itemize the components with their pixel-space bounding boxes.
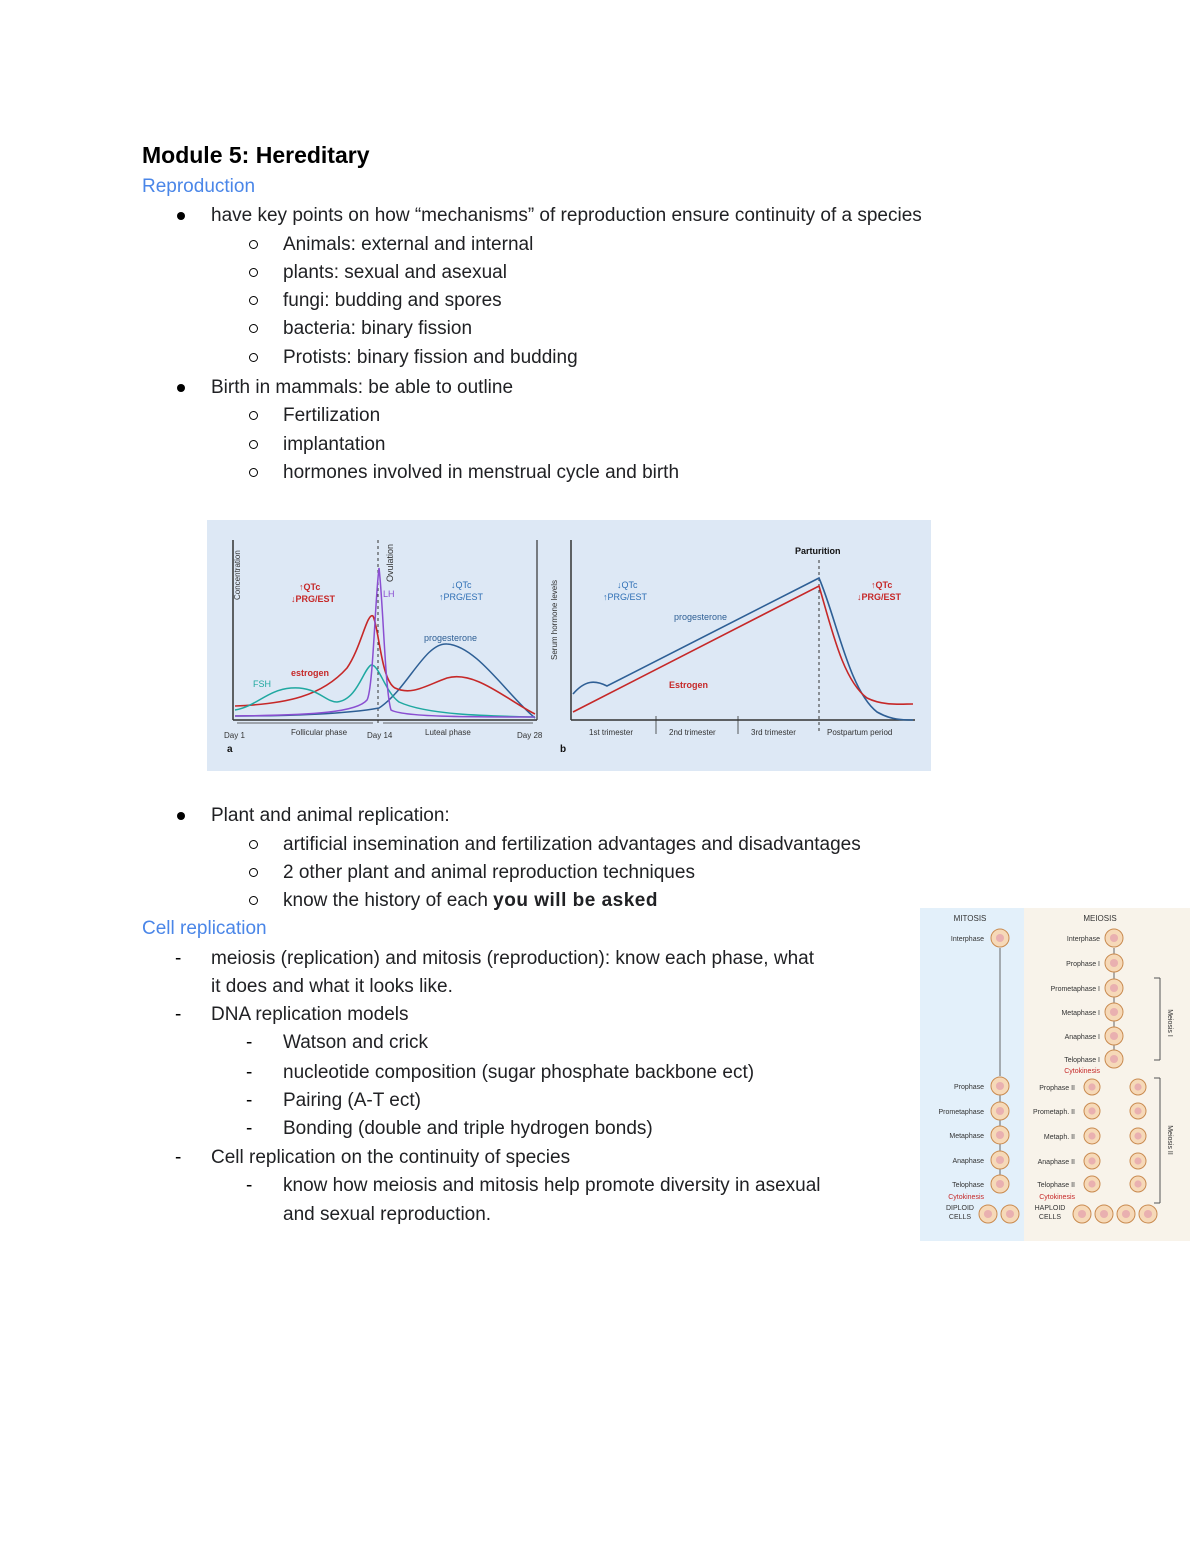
meiosis-result-label: CELLS: [1038, 1214, 1062, 1221]
panel-b-prg1: ↑PRG/EST: [603, 592, 648, 602]
progesterone-label-b: progesterone: [674, 612, 728, 622]
mitosis-cell-nucleus: [996, 1082, 1004, 1090]
bullet-icon: [177, 212, 185, 220]
meiosis1-label: Meiosis I: [1166, 1009, 1173, 1037]
section-heading-reproduction: Reproduction: [142, 176, 256, 197]
mitosis-result-label: DIPLOID: [945, 1205, 975, 1212]
dash-icon: -: [246, 1118, 253, 1139]
sub-item-diversity-line2: and sexual reproduction.: [283, 1204, 492, 1225]
mitosis-stage-label: Anaphase: [952, 1158, 984, 1165]
bullet-icon: [177, 384, 185, 392]
meiosis2-stage-label: Prometaph. II: [1032, 1109, 1075, 1116]
sub-item-implantation: implantation: [283, 434, 386, 455]
sub-bullet-icon: [249, 868, 258, 877]
day28-label: Day 28: [517, 731, 543, 740]
meiosis1-cell-nucleus: [1110, 1008, 1118, 1016]
panel-a-prg2: ↑PRG/EST: [439, 592, 484, 602]
meiosis1-cytokinesis-label: Cytokinesis: [1064, 1068, 1100, 1075]
meiosis1-stage-label: Prophase I: [1066, 961, 1100, 968]
bullet-birth: Birth in mammals: be able to outline: [211, 377, 514, 398]
estrogen-curve-b: [573, 586, 913, 712]
haploid-cell-nucleus: [1144, 1210, 1152, 1218]
sub-bullet-icon: [249, 296, 258, 305]
meiosis2-stage-label: Prophase II: [1039, 1085, 1075, 1092]
mitosis-stage-label: Telophase: [952, 1182, 984, 1189]
meiosis2-cytokinesis-label: Cytokinesis: [1039, 1194, 1075, 1201]
sub-item-plants: plants: sexual and asexual: [283, 262, 507, 283]
trimester-2-label: 2nd trimester: [669, 728, 716, 737]
panel-b-qtc2: ↑QTc: [871, 580, 893, 590]
sub-bullet-icon: [249, 240, 258, 249]
hormone-figure-svg: [207, 520, 931, 771]
meiosis2-cell-nucleus: [1134, 1083, 1141, 1090]
sub-item-insemination: artificial insemination and fertilization advantages and disadvantages: [283, 834, 861, 855]
parturition-label: Parturition: [795, 546, 841, 556]
meiosis2-stage-label: Anaphase II: [1037, 1159, 1075, 1166]
day14-label: Day 14: [367, 731, 393, 740]
mitosis-cytokinesis-label: Cytokinesis: [948, 1194, 984, 1201]
meiosis1-cell-nucleus: [1110, 959, 1118, 967]
meiosis2-cell-nucleus: [1134, 1107, 1141, 1114]
sub-item-bonding: Bonding (double and triple hydrogen bonds): [283, 1118, 653, 1139]
dash-icon: -: [175, 1004, 182, 1025]
meiosis2-cell-nucleus: [1134, 1157, 1141, 1164]
sub-bullet-icon: [249, 324, 258, 333]
estrogen-label-b: Estrogen: [669, 680, 709, 690]
haploid-cell-nucleus: [1122, 1210, 1130, 1218]
bullet-icon: [177, 812, 185, 820]
mitosis-title: MITOSIS: [953, 914, 987, 923]
cell-division-figure: [920, 908, 1190, 1241]
section-heading-cell-replication: Cell replication: [142, 918, 267, 939]
sub-item-fertilization: Fertilization: [283, 405, 381, 426]
dash-icon: -: [246, 1032, 253, 1053]
mitosis-stage-label: Prophase: [954, 1084, 984, 1091]
panel-b: [550, 540, 915, 755]
item-dna-models: DNA replication models: [211, 1004, 409, 1025]
mitosis-cell-nucleus: [996, 1131, 1004, 1139]
bullet-mechanisms: have key points on how “mechanisms” of reproduction ensure continuity of a species: [211, 205, 922, 226]
sub-item-bacteria: bacteria: binary fission: [283, 318, 473, 339]
meiosis1-stage-label: Interphase: [1066, 936, 1100, 943]
mitosis-stage-label: Prometaphase: [938, 1109, 984, 1116]
meiosis2-cell-nucleus: [1088, 1132, 1095, 1139]
sub-item-hormones: hormones involved in menstrual cycle and birth: [283, 462, 680, 483]
meiosis-title: MEIOSIS: [1083, 914, 1117, 923]
item-continuity: Cell replication on the continuity of species: [211, 1147, 571, 1168]
meiosis2-cell-nucleus: [1134, 1132, 1141, 1139]
meiosis1-stage-label: Metaphase I: [1061, 1010, 1100, 1017]
progesterone-label-a: progesterone: [424, 633, 478, 643]
sub-item-fungi: fungi: budding and spores: [283, 290, 502, 311]
sub-item-pairing: Pairing (A-T ect): [283, 1090, 421, 1111]
meiosis2-cell-nucleus: [1088, 1107, 1095, 1114]
meiosis2-cell-nucleus: [1088, 1083, 1095, 1090]
sub-bullet-icon: [249, 411, 258, 420]
dash-icon: -: [246, 1062, 253, 1083]
panel-a-prg1: ↓PRG/EST: [291, 594, 336, 604]
trimester-1-label: 1st trimester: [589, 728, 634, 737]
fsh-label: FSH: [253, 679, 271, 689]
postpartum-label: Postpartum period: [827, 728, 893, 737]
panel-a-qtc1: ↑QTc: [299, 582, 321, 592]
sub-item-nucleotide: nucleotide composition (sugar phosphate backbone ect): [283, 1062, 755, 1083]
cell-division-svg: [920, 908, 1190, 1241]
panel-a-qtc2: ↓QTc: [451, 580, 472, 590]
diploid-cell-nucleus: [984, 1210, 992, 1218]
panel-a-ylabel: Concentration: [233, 550, 242, 600]
luteal-label: Luteal phase: [425, 728, 471, 737]
panel-b-qtc1: ↓QTc: [617, 580, 638, 590]
sub-item-diversity-line1: know how meiosis and mitosis help promote diversity in asexual: [283, 1175, 821, 1196]
panel-a: [224, 540, 543, 755]
dash-icon: -: [246, 1175, 253, 1196]
panel-a-letter: a: [227, 744, 233, 755]
sub-bullet-icon: [249, 840, 258, 849]
meiosis2-label: Meiosis II: [1166, 1125, 1173, 1155]
meiosis2-cell-nucleus: [1134, 1180, 1141, 1187]
bullet-plant-animal: Plant and animal replication:: [211, 805, 450, 826]
panel-b-ylabel: Serum hormone levels: [550, 579, 559, 660]
sub-bullet-icon: [249, 468, 258, 477]
dash-icon: -: [175, 948, 182, 969]
panel-b-letter: b: [560, 744, 567, 755]
meiosis2-cell-nucleus: [1088, 1180, 1095, 1187]
day1-label: Day 1: [224, 731, 245, 740]
item-meiosis-mitosis-line2: it does and what it looks like.: [211, 976, 453, 997]
panel-b-prg2: ↓PRG/EST: [857, 592, 902, 602]
dash-icon: -: [175, 1147, 182, 1168]
mitosis-result-label: CELLS: [948, 1214, 972, 1221]
mitosis-cell-nucleus: [996, 934, 1004, 942]
sub-item-history: [283, 890, 658, 912]
sub-item-techniques: 2 other plant and animal reproduction techniques: [283, 862, 695, 883]
lh-label: LH: [383, 589, 395, 599]
history-plain-text: know the history of each: [283, 890, 494, 911]
meiosis2-stage-label: Metaph. II: [1043, 1134, 1075, 1141]
sub-bullet-icon: [249, 440, 258, 449]
history-bold-text: you will be asked: [493, 890, 658, 911]
estrogen-curve-a: [235, 616, 535, 714]
mitosis-cell-nucleus: [996, 1180, 1004, 1188]
page-title: Module 5: Hereditary: [142, 142, 370, 168]
estrogen-label-a: estrogen: [291, 668, 330, 678]
sub-item-watson-crick: Watson and crick: [283, 1032, 429, 1053]
item-meiosis-mitosis-line1: meiosis (replication) and mitosis (reproduction): know each phase, what: [211, 948, 814, 969]
sub-item-animals: Animals: external and internal: [283, 234, 534, 255]
sub-bullet-icon: [249, 353, 258, 362]
mitosis-cell-nucleus: [996, 1107, 1004, 1115]
sub-item-protists: Protists: binary fission and budding: [283, 347, 578, 368]
sub-bullet-icon: [249, 896, 258, 905]
haploid-cell-nucleus: [1078, 1210, 1086, 1218]
meiosis1-cell-nucleus: [1110, 984, 1118, 992]
mitosis-stage-label: Metaphase: [949, 1133, 984, 1140]
meiosis1-stage-label: Prometaphase I: [1050, 986, 1100, 993]
meiosis2-stage-label: Telophase II: [1037, 1182, 1075, 1189]
meiosis2-cell-nucleus: [1088, 1157, 1095, 1164]
mitosis-cell-nucleus: [996, 1156, 1004, 1164]
diploid-cell-nucleus: [1006, 1210, 1014, 1218]
dash-icon: -: [246, 1090, 253, 1111]
sub-bullet-icon: [249, 268, 258, 277]
trimester-3-label: 3rd trimester: [751, 728, 796, 737]
ovulation-label: Ovulation: [385, 543, 395, 582]
meiosis1-cell-nucleus: [1110, 1032, 1118, 1040]
mitosis-stage-label: Interphase: [950, 936, 984, 943]
meiosis1-stage-label: Anaphase I: [1064, 1034, 1100, 1041]
meiosis1-stage-label: Telophase I: [1064, 1057, 1100, 1064]
follicular-label: Follicular phase: [291, 728, 348, 737]
hormone-figure: [207, 520, 931, 771]
meiosis1-cell-nucleus: [1110, 934, 1118, 942]
meiosis-result-label: HAPLOID: [1034, 1205, 1066, 1212]
haploid-cell-nucleus: [1100, 1210, 1108, 1218]
meiosis1-cell-nucleus: [1110, 1055, 1118, 1063]
